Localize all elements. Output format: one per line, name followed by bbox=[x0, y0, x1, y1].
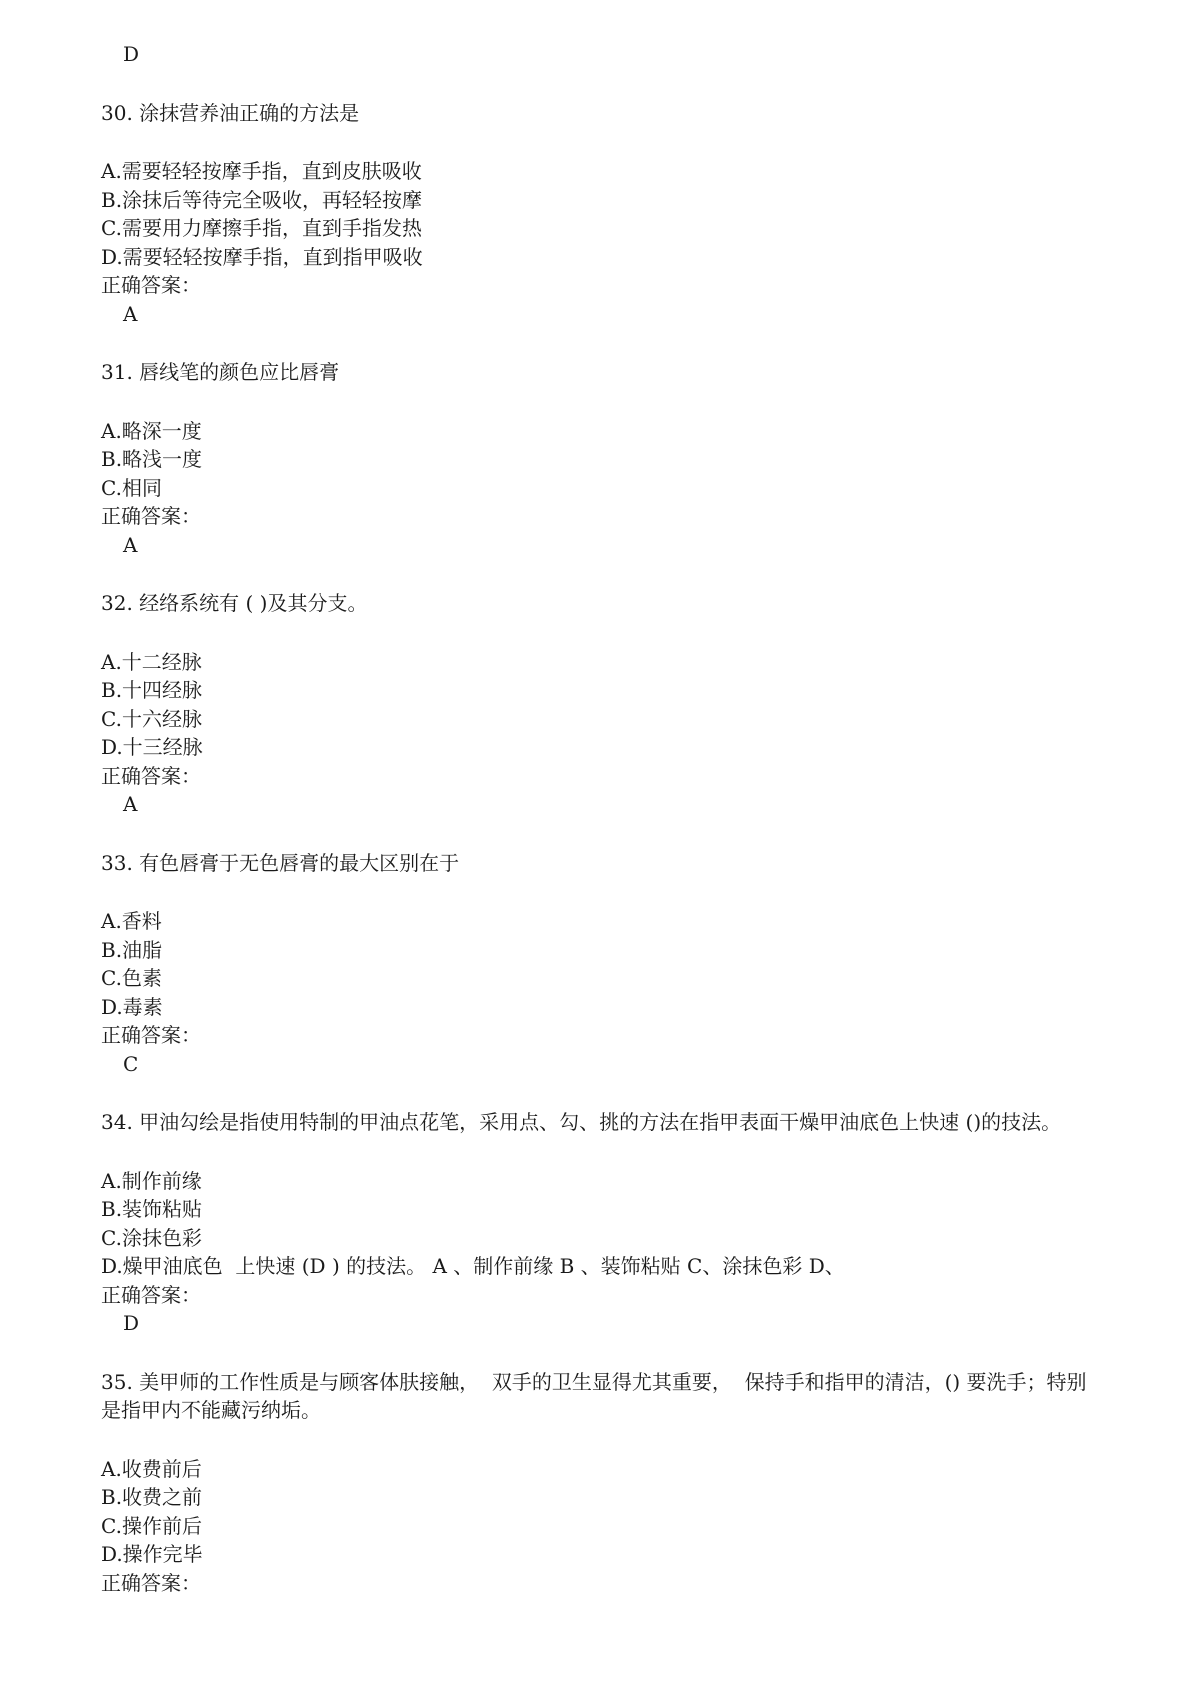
answer-label: 正确答案： bbox=[101, 763, 201, 788]
option-d: D.十三经脉 bbox=[101, 735, 203, 759]
option-c: C.涂抹色彩 bbox=[101, 1225, 202, 1250]
carryover-answer: D bbox=[123, 42, 140, 66]
option-a: A.香料 bbox=[101, 909, 162, 933]
option-d: D.毒素 bbox=[101, 994, 163, 1019]
answer-label: 正确答案： bbox=[101, 1282, 201, 1307]
answer-label: 正确答案： bbox=[101, 273, 201, 297]
option-d: D.操作完毕 bbox=[101, 1542, 203, 1566]
question-32 bbox=[101, 589, 1101, 819]
question-stem: 33. 有色唇膏于无色唇膏的最大区别在于 bbox=[101, 850, 460, 875]
answer-label: 正确答案： bbox=[101, 1023, 201, 1047]
option-b: B.涂抹后等待完全吸收，再轻轻按摩 bbox=[101, 187, 423, 212]
question-stem: 35. 美甲师的工作性质是与顾客体肤接触， 双手的卫生显得尤其重要， 保持手和指甲的清洁，() 要洗手；特别是指甲内不能藏污纳垢。 bbox=[101, 1369, 1087, 1422]
answer-value: A bbox=[123, 792, 138, 816]
option-b: B.十四经脉 bbox=[101, 678, 203, 702]
question-stem: 31. 唇线笔的颜色应比唇膏 bbox=[101, 360, 340, 384]
question-30 bbox=[101, 99, 1101, 329]
question-stem: 34. 甲油勾绘是指使用特制的甲油点花笔，采用点、勾、挑的方法在指甲表面干燥甲油底色上快速 ()的技法。 bbox=[101, 1110, 1062, 1134]
question-list bbox=[101, 40, 1101, 1597]
option-d: D.需要轻轻按摩手指，直到指甲吸收 bbox=[101, 244, 423, 269]
answer-value: D bbox=[123, 1311, 140, 1335]
option-c: C.相同 bbox=[101, 475, 162, 500]
question-33 bbox=[101, 849, 1101, 1079]
option-a: A.略深一度 bbox=[101, 418, 202, 443]
option-c: C.十六经脉 bbox=[101, 706, 202, 731]
option-a: A.制作前缘 bbox=[101, 1168, 202, 1193]
answer-value: C bbox=[123, 1051, 139, 1076]
option-b: B.油脂 bbox=[101, 937, 163, 962]
answer-label: 正确答案： bbox=[101, 504, 201, 528]
question-31 bbox=[101, 358, 1101, 559]
option-a: A.收费前后 bbox=[101, 1456, 202, 1481]
option-c: C.色素 bbox=[101, 966, 162, 990]
option-a: A.十二经脉 bbox=[101, 649, 202, 674]
question-stem: 30. 涂抹营养油正确的方法是 bbox=[101, 100, 360, 125]
option-b: B.装饰粘贴 bbox=[101, 1197, 203, 1221]
option-b: B.略浅一度 bbox=[101, 447, 203, 471]
question-35 bbox=[101, 1368, 1101, 1598]
option-b: B.收费之前 bbox=[101, 1485, 203, 1509]
answer-label: 正确答案： bbox=[101, 1570, 201, 1595]
question-34 bbox=[101, 1108, 1101, 1338]
answer-value: A bbox=[123, 301, 138, 326]
answer-value: A bbox=[123, 532, 138, 557]
question-stem: 32. 经络系统有 ( )及其分支。 bbox=[101, 591, 368, 615]
option-a: A.需要轻轻按摩手指，直到皮肤吸收 bbox=[101, 159, 422, 183]
option-c: C.操作前后 bbox=[101, 1513, 202, 1538]
option-d: D.燥甲油底色 上快速 (D ) 的技法。 A 、制作前缘 B 、装饰粘贴 C、涂抹色彩 D、 bbox=[101, 1254, 845, 1278]
option-c: C.需要用力摩擦手指，直到手指发热 bbox=[101, 216, 422, 240]
